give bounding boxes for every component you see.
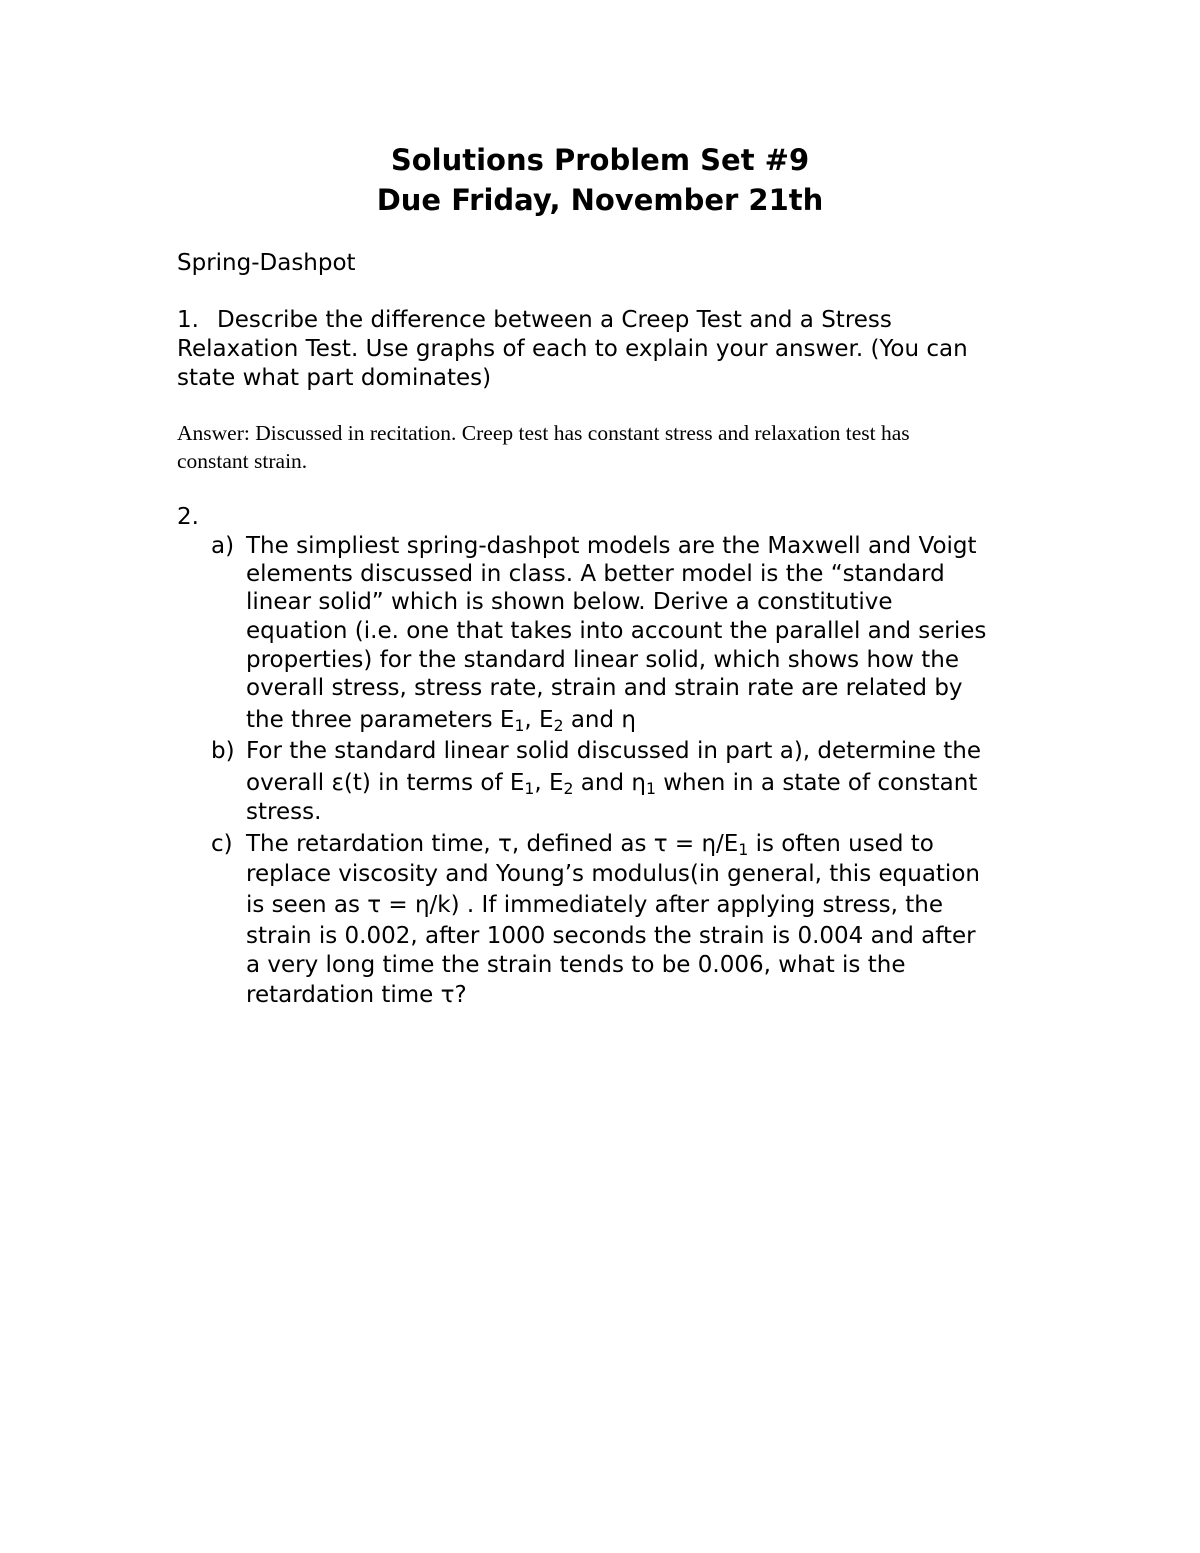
part-b-line-2-text-4: when in a state of constant (655, 770, 978, 796)
part-a-line-3: linear solid” which is shown below. Derive a constitutive (246, 589, 893, 615)
part-c-line-6: retardation time τ? (246, 982, 467, 1008)
subscript: 1 (514, 715, 525, 735)
subscript: 1 (645, 778, 656, 798)
document-title (0, 140, 1200, 220)
title-line-1: Solutions Problem Set #9 (390, 143, 810, 177)
question-1-number: 1. (177, 307, 199, 333)
part-a-line-4: equation (i.e. one that takes into account the parallel and series (246, 618, 987, 644)
section-heading: Spring-Dashpot (177, 250, 356, 276)
part-b-line-1: For the standard linear solid discussed in part a), determine the (246, 738, 981, 764)
question-1-line-2: Relaxation Test. Use graphs of each to explain your answer. (You can (177, 336, 968, 362)
answer-line-1: Answer: Discussed in recitation. Creep test has constant stress and relaxation test has (177, 421, 910, 445)
part-a-marker: a) (211, 533, 235, 559)
part-a-line-2: elements discussed in class. A better model is the “standard (246, 561, 945, 587)
subscript: 1 (738, 839, 749, 859)
part-c-line-3: is seen as τ = η/k) . If immediately after applying stress, the (246, 892, 943, 918)
subscript: 2 (553, 715, 564, 735)
part-a-line-5: properties) for the standard linear solid, which shows how the (246, 647, 959, 673)
question-2-number: 2. (177, 504, 199, 530)
title-line-2: Due Friday, November 21th (376, 183, 824, 217)
part-c-line-5: a very long time the strain tends to be 0.006, what is the (246, 952, 906, 978)
part-b-line-2-text-3: and η (573, 770, 646, 796)
part-c-line-1 (246, 830, 934, 859)
part-c-line-4: strain is 0.002, after 1000 seconds the strain is 0.004 and after (246, 923, 976, 949)
question-1-line-3: state what part dominates) (177, 365, 492, 391)
part-c-line-1-text-2: is often used to (748, 831, 934, 857)
part-a-line-7-text: the three parameters E (246, 707, 515, 733)
part-b-line-2-text-2: , E (534, 770, 564, 796)
part-a-line-7-text-2: , E (524, 707, 554, 733)
part-a-line-7-text-3: and η (563, 707, 637, 733)
part-b-line-2 (246, 769, 977, 798)
part-a-line-1: The simpliest spring-dashpot models are the Maxwell and Voigt (246, 533, 977, 559)
part-a-line-6: overall stress, stress rate, strain and strain rate are related by (246, 675, 963, 701)
subscript: 2 (563, 778, 574, 798)
part-b-line-3: stress. (246, 799, 322, 825)
question-1-line-1: Describe the difference between a Creep Test and a Stress (217, 307, 892, 333)
part-b-line-2-text: overall ε(t) in terms of E (246, 770, 525, 796)
part-c-line-2: replace viscosity and Young’s modulus(in general, this equation (246, 861, 980, 887)
subscript: 1 (524, 778, 535, 798)
part-c-line-1-text: The retardation time, τ, defined as τ = η/E (246, 831, 739, 857)
part-c-marker: c) (211, 831, 233, 857)
part-a-line-7 (246, 706, 636, 735)
part-b-marker: b) (211, 738, 235, 764)
answer-line-2: constant strain. (177, 449, 308, 473)
